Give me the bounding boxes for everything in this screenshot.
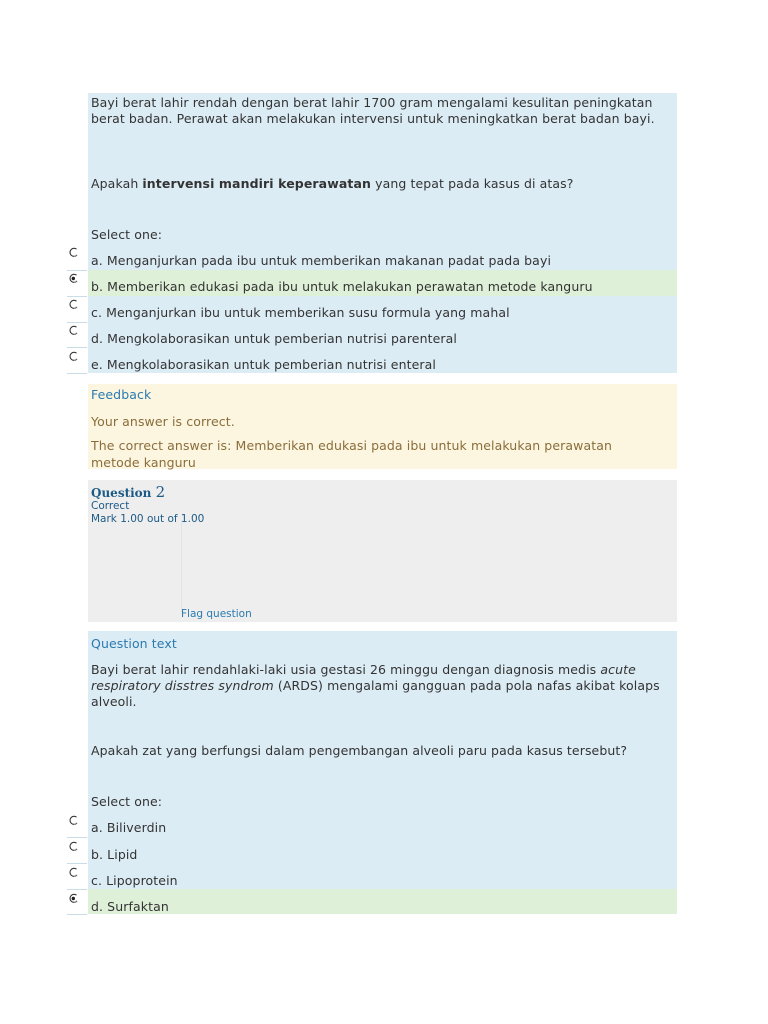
question-1-prompt bbox=[91, 176, 679, 192]
feedback-result: Your answer is correct. bbox=[91, 414, 235, 429]
question-label: Question bbox=[91, 486, 152, 500]
q2-option-c-radio[interactable] bbox=[68, 867, 79, 878]
feedback-correct-answer-line1: The correct answer is: Memberikan edukasi pada ibu untuk melakukan perawatan bbox=[91, 438, 612, 453]
q1-option-b-label[interactable]: b. Memberikan edukasi pada ibu untuk melakukan perawatan metode kanguru bbox=[91, 279, 593, 294]
feedback-correct-answer-line2: metode kanguru bbox=[91, 455, 196, 470]
question-2-text bbox=[91, 662, 679, 710]
option-divider bbox=[67, 373, 87, 374]
prompt-pre: Apakah bbox=[91, 176, 143, 191]
option-divider bbox=[67, 863, 87, 864]
q1-option-c-label[interactable]: c. Menganjurkan ibu untuk memberikan susu formula yang mahal bbox=[91, 305, 510, 320]
prompt-post: yang tepat pada kasus di atas? bbox=[371, 176, 574, 191]
question-2-mark: Mark 1.00 out of 1.00 bbox=[91, 513, 205, 525]
question-text-title: Question text bbox=[91, 636, 177, 651]
feedback-title: Feedback bbox=[91, 387, 152, 402]
q2-option-d-row[interactable] bbox=[88, 889, 677, 914]
option-divider bbox=[67, 270, 87, 271]
question-2-status: Correct bbox=[91, 500, 130, 512]
text-post: (ARDS) mengalami gangguan pada pola nafas akibat kolaps alveoli. bbox=[91, 678, 660, 709]
q2-option-b-radio[interactable] bbox=[68, 841, 79, 852]
question-2-select-label: Select one: bbox=[91, 794, 163, 809]
q1-option-e-label[interactable]: e. Mengkolaborasikan untuk pemberian nutrisi enteral bbox=[91, 357, 436, 372]
question-2-info-panel bbox=[88, 480, 677, 622]
q1-option-d-label[interactable]: d. Mengkolaborasikan untuk pemberian nutrisi parenteral bbox=[91, 331, 457, 346]
option-divider bbox=[67, 837, 87, 838]
option-divider bbox=[67, 914, 87, 915]
flag-question-link[interactable]: Flag question bbox=[181, 608, 252, 620]
question-1-text: Bayi berat lahir rendah dengan berat lahir 1700 gram mengalami kesulitan peningkatan berat badan. Perawat akan melakukan intervensi untuk meningkatkan berat badan bayi. bbox=[91, 95, 655, 126]
option-divider bbox=[67, 322, 87, 323]
question-2-number bbox=[91, 483, 165, 501]
q1-option-a-radio[interactable] bbox=[68, 247, 79, 258]
prompt-bold: intervensi mandiri keperawatan bbox=[142, 176, 371, 191]
question-number: 2 bbox=[155, 483, 166, 501]
text-pre: Bayi berat lahir rendahlaki-laki usia gestasi 26 minggu dengan diagnosis medis bbox=[91, 662, 601, 677]
q1-option-e-radio[interactable] bbox=[68, 351, 79, 362]
q2-option-c-label[interactable]: c. Lipoprotein bbox=[91, 873, 178, 888]
q2-option-a-label[interactable]: a. Biliverdin bbox=[91, 820, 167, 835]
q2-option-b-label[interactable]: b. Lipid bbox=[91, 847, 138, 862]
option-divider bbox=[67, 347, 87, 348]
info-divider bbox=[181, 520, 182, 612]
question-1-select-label: Select one: bbox=[91, 227, 163, 242]
text-italic: acute respiratory disstres syndrom bbox=[91, 662, 636, 693]
question-2-prompt: Apakah zat yang berfungsi dalam pengembangan alveoli paru pada kasus tersebut? bbox=[91, 743, 628, 758]
q2-option-d-label[interactable]: d. Surfaktan bbox=[91, 899, 169, 914]
option-divider bbox=[67, 889, 87, 890]
q2-option-a-radio[interactable] bbox=[68, 815, 79, 826]
q1-option-c-radio[interactable] bbox=[68, 299, 79, 310]
option-divider bbox=[67, 296, 87, 297]
q2-option-d-radio[interactable] bbox=[68, 893, 79, 904]
q1-option-a-label[interactable]: a. Menganjurkan pada ibu untuk memberikan makanan padat pada bayi bbox=[91, 253, 552, 268]
q1-option-d-radio[interactable] bbox=[68, 325, 79, 336]
q1-option-b-radio[interactable] bbox=[68, 273, 79, 284]
